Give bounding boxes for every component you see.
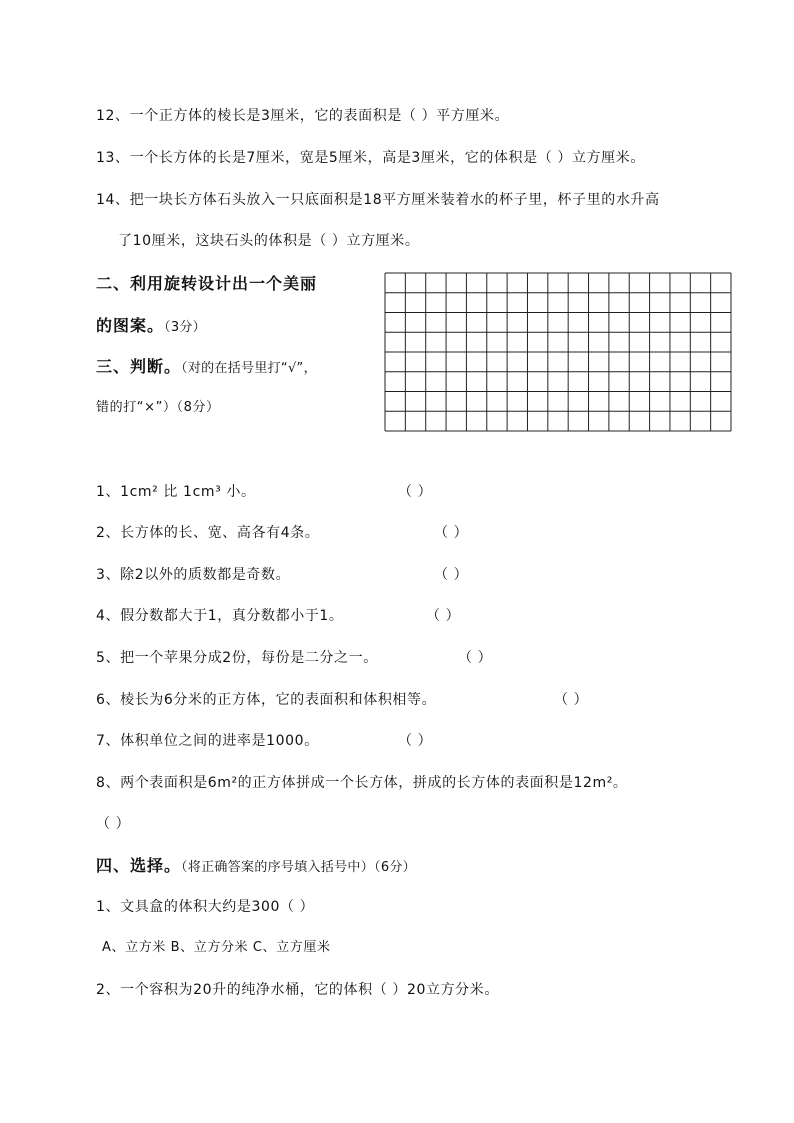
judge-bracket-8: （ ） (96, 816, 131, 832)
section-4-title: 四、选择。 (96, 856, 182, 875)
judge-bracket-3: （ ） (434, 567, 469, 583)
question-14-line-2: 了10厘米，这块石头的体积是（ ）立方厘米。 (118, 233, 420, 249)
judge-bracket-1: （ ） (398, 484, 433, 500)
judge-item-6: 6、棱长为6分米的正方体，它的表面积和体积相等。 (96, 692, 437, 708)
judge-item-8: 8、两个表面积是6m²的正方体拼成一个长方体，拼成的长方体的表面积是12m²。 (96, 775, 628, 791)
section-3-instruction-1: （对的在括号里打“√”， (181, 361, 317, 376)
section-2-heading-line-2 (96, 315, 206, 339)
judge-bracket-7: （ ） (398, 733, 433, 749)
drawing-grid (384, 272, 732, 432)
question-12: 12、一个正方体的棱长是3厘米，它的表面积是（ ）平方厘米。 (96, 108, 510, 124)
choice-question-1-options: A、立方米 B、立方分米 C、立方厘米 (102, 940, 331, 955)
section-2-heading-line-1: 二、利用旋转设计出一个美丽 (96, 274, 318, 293)
section-4-heading (96, 855, 416, 879)
judge-bracket-4: （ ） (426, 608, 461, 624)
judge-bracket-5: （ ） (458, 650, 493, 666)
question-13: 13、一个长方体的长是7厘米，宽是5厘米，高是3厘米，它的体积是（ ）立方厘米。 (96, 150, 645, 166)
section-3-heading (96, 356, 317, 380)
judge-item-7: 7、体积单位之间的进率是1000。 (96, 733, 319, 749)
choice-question-1: 1、文具盒的体积大约是300（ ） (96, 899, 315, 915)
judge-bracket-6: （ ） (554, 692, 589, 708)
question-14-line-1: 14、把一块长方体石头放入一只底面积是18平方厘米装着水的杯子里，杯子里的水升高 (96, 192, 660, 208)
judge-bracket-2: （ ） (434, 525, 469, 541)
section-3-instruction-2: 错的打“×”）（8分） (96, 400, 220, 415)
judge-item-2: 2、长方体的长、宽、高各有4条。 (96, 525, 320, 541)
judge-item-4: 4、假分数都大于1，真分数都小于1。 (96, 608, 344, 624)
judge-item-3: 3、除2以外的质数都是奇数。 (96, 567, 291, 583)
choice-question-2: 2、一个容积为20升的纯净水桶，它的体积（ ）20立方分米。 (96, 982, 499, 998)
judge-item-5: 5、把一个苹果分成2份，每份是二分之一。 (96, 650, 378, 666)
judge-item-1: 1、1cm² 比 1cm³ 小。 (96, 484, 256, 500)
section-4-instruction: （将正确答案的序号填入括号中）（6分） (181, 860, 416, 875)
section-2-score: （3分） (164, 320, 206, 335)
section-2-heading-text: 的图案。 (96, 316, 165, 335)
section-3-title: 三、判断。 (96, 357, 182, 376)
